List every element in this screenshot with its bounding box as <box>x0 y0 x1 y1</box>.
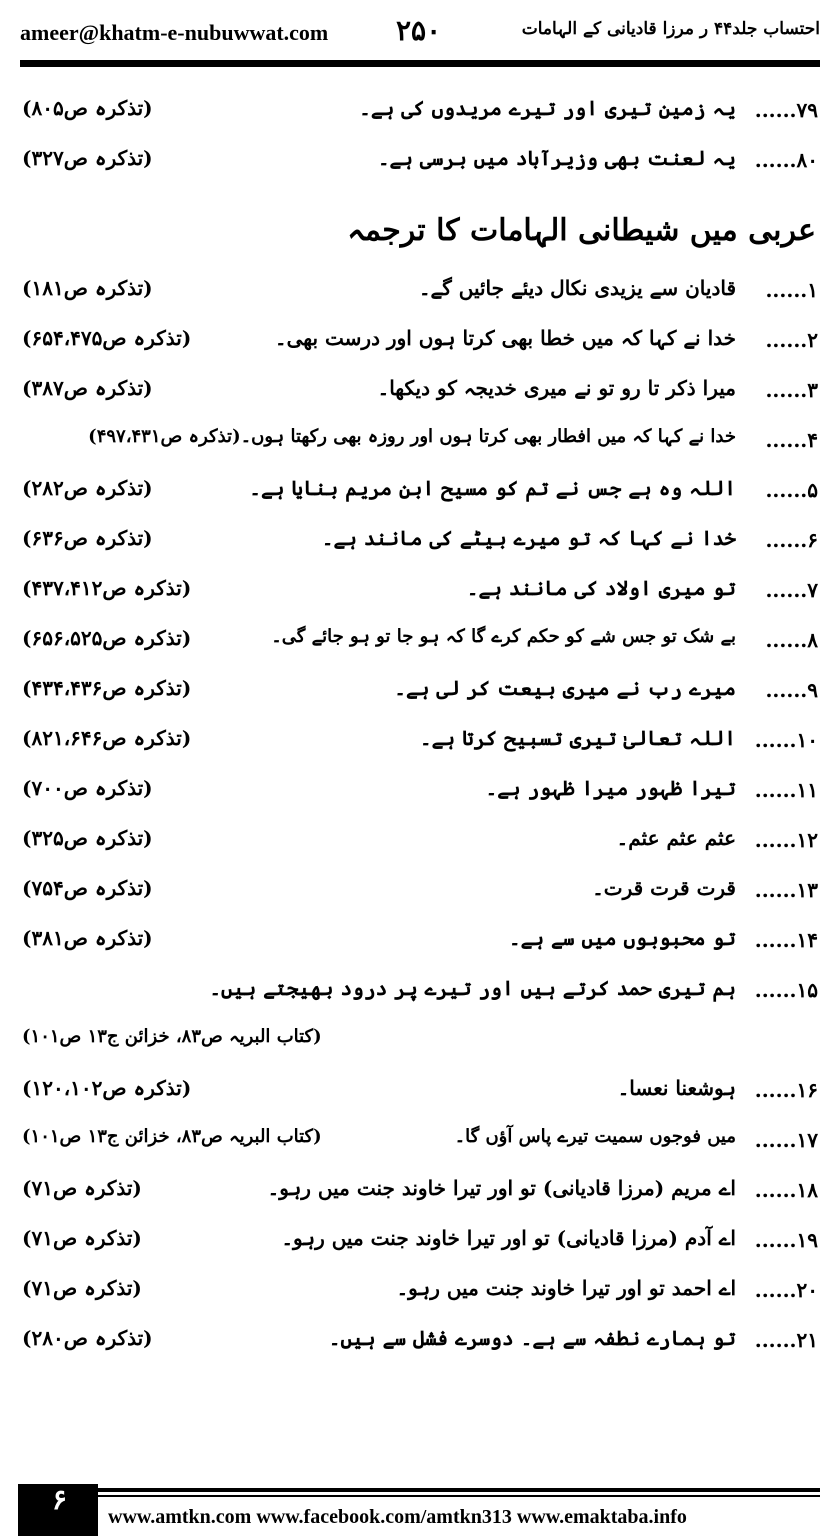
item-reference: (تذکرہ ص۳۲۷) <box>22 146 153 170</box>
item-text: خدا نے کہا کہ میں خطا بھی کرتا ہوں اور درست بھی۔ <box>274 326 736 350</box>
header-rule <box>20 60 820 67</box>
list-item <box>22 572 818 612</box>
item-reference: (تذکرہ ص۴۳۴،۴۳۶) <box>22 676 192 700</box>
item-reference: (تذکرہ ص۳۲۵) <box>22 826 153 850</box>
item-number: ۶...... <box>765 528 818 552</box>
list-item <box>22 142 818 182</box>
item-reference: (تذکرہ ص۸۰۵) <box>22 96 153 120</box>
list-item <box>22 872 818 912</box>
item-text: خدا نے کہا کہ تو میرے بیٹے کی مانند ہے۔ <box>321 526 736 550</box>
item-reference: (تذکرہ ص۷۰۰) <box>22 776 153 800</box>
list-item <box>22 772 818 812</box>
list-item <box>22 92 818 132</box>
list-item <box>22 672 818 712</box>
item-text: اے احمد تو اور تیرا خاوند جنت میں رہو۔ <box>396 1276 736 1300</box>
item-reference: (تذکرہ ص۳۸۷) <box>22 376 153 400</box>
item-text: تو میری اولاد کی مانند ہے۔ <box>466 576 736 600</box>
list-item <box>22 722 818 762</box>
item-text: یہ لعنت بھی وزیرآباد میں برسی ہے۔ <box>377 146 736 170</box>
item-number: ۱۳...... <box>754 878 818 902</box>
list-item <box>22 472 818 512</box>
list-item <box>22 522 818 562</box>
item-reference: (تذکرہ ص۲۸۰) <box>22 1326 153 1350</box>
list-item <box>22 622 818 662</box>
list-item <box>22 1322 818 1362</box>
item-reference: (تذکرہ ص۶۳۶) <box>22 526 153 550</box>
item-number: ۵...... <box>765 478 818 502</box>
item-number: ۱۶...... <box>754 1078 818 1102</box>
item-reference: (تذکرہ ص۷۱) <box>22 1176 142 1200</box>
item-reference: (تذکرہ ص۳۸۱) <box>22 926 153 950</box>
item-text: بے شک تو جس شے کو حکم کرے گا کہ ہو جا تو ہو جائے گی۔ <box>271 626 736 647</box>
item-number: ۱۵...... <box>754 978 818 1002</box>
item-reference: (تذکرہ ص۴۳۷،۴۱۲) <box>22 576 192 600</box>
list-item <box>22 1222 818 1262</box>
item-text: اے مریم (مرزا قادیانی) تو اور تیرا خاوند جنت میں رہو۔ <box>267 1176 736 1200</box>
item-number: ۷۹...... <box>754 98 818 122</box>
item-text: میرا ذکر تا رو تو نے میری خدیجہ کو دیکھا۔ <box>377 376 736 400</box>
item-number: ۱۴...... <box>754 928 818 952</box>
item-reference: (تذکرہ ص۷۵۴) <box>22 876 153 900</box>
item-number: ۴...... <box>765 428 818 452</box>
item-text: عثم عثم عثم۔ <box>616 826 736 850</box>
item-reference: (کتاب البریہ ص۸۳، خزائن ج۱۳ ص۱۰۱) <box>22 1126 322 1147</box>
item-number: ۸۰...... <box>754 148 818 172</box>
item-reference: (تذکرہ ص۶۵۴،۴۷۵) <box>22 326 192 350</box>
footer-rule-thin <box>18 1495 820 1497</box>
item-number: ۱۱...... <box>754 778 818 802</box>
list-item <box>22 1072 818 1112</box>
item-text: تو ہمارے نطفہ سے ہے۔ دوسرے فشل سے ہیں۔ <box>328 1326 736 1350</box>
item-number: ۲...... <box>765 328 818 352</box>
item-number: ۲۱...... <box>754 1328 818 1352</box>
item-text: قادیان سے یزیدی نکال دیئے جائیں گے۔ <box>418 276 736 300</box>
list-item-citation <box>22 1022 818 1062</box>
item-number: ۱۲...... <box>754 828 818 852</box>
item-reference: (تذکرہ ص۶۵۶،۵۲۵) <box>22 626 192 650</box>
running-head: احتساب جلد۴۴ ر مرزا قادیانی کے الہامات <box>521 19 820 39</box>
list-item <box>22 1272 818 1312</box>
item-text: ہم تیری حمد کرتے ہیں اور تیرے پر درود بھیجتے ہیں۔ <box>209 976 736 1000</box>
list-item <box>22 272 818 312</box>
item-text: اللہ وہ ہے جس نے تم کو مسیح ابن مریم بنایا ہے۔ <box>249 476 736 500</box>
list-item <box>22 322 818 362</box>
list-item <box>22 372 818 412</box>
item-text: یہ زمین تیری اور تیرے مریدوں کی ہے۔ <box>359 96 736 120</box>
item-reference: (تذکرہ ص۷۱) <box>22 1226 142 1250</box>
item-reference: (تذکرہ ص۱۸۱) <box>22 276 153 300</box>
list-item <box>22 1122 818 1162</box>
footer-rule <box>18 1488 820 1492</box>
list-item <box>22 822 818 862</box>
item-text: قرت قرت قرت۔ <box>592 876 736 900</box>
item-number: ۲۰...... <box>754 1278 818 1302</box>
item-text: خدا نے کہا کہ میں افطار بھی کرتا ہوں اور روزہ بھی رکھتا ہوں۔(تذکرہ ص۴۹۷،۴۳۱) <box>88 426 736 447</box>
item-text: اے آدم (مرزا قادیانی) تو اور تیرا خاوند جنت میں رہو۔ <box>281 1226 736 1250</box>
item-text: اللہ تعالیٰ تیری تسبیح کرتا ہے۔ <box>419 726 736 750</box>
footer-links[interactable]: www.amtkn.com www.facebook.com/amtkn313 www.emaktaba.info <box>108 1506 687 1528</box>
item-reference: (کتاب البریہ ص۸۳، خزائن ج۱۳ ص۱۰۱) <box>22 1026 322 1047</box>
item-reference: (تذکرہ ص۷۱) <box>22 1276 142 1300</box>
item-text: میں فوجوں سمیت تیرے پاس آؤں گا۔ <box>454 1126 736 1147</box>
footer-page-label: ۶ <box>52 1483 68 1516</box>
item-text: میرے رب نے میری بیعت کر لی ہے۔ <box>394 676 736 700</box>
header-email: ameer@khatm-e-nubuwwat.com <box>20 20 329 45</box>
item-number: ۱۹...... <box>754 1228 818 1252</box>
list-item <box>22 1172 818 1212</box>
list-item <box>22 922 818 962</box>
item-text: ہوشعنا نعسا۔ <box>617 1076 736 1100</box>
item-text: تو محبوبوں میں سے ہے۔ <box>508 926 736 950</box>
header-page-number: ۲۵۰ <box>396 14 442 47</box>
item-reference: (تذکرہ ص۸۲۱،۶۴۶) <box>22 726 192 750</box>
list-item <box>22 972 818 1012</box>
item-number: ۱...... <box>765 278 818 302</box>
item-number: ۱۷...... <box>754 1128 818 1152</box>
item-reference: (تذکرہ ص۲۸۲) <box>22 476 153 500</box>
item-reference: (تذکرہ ص۱۲۰،۱۰۲) <box>22 1076 192 1100</box>
item-number: ۹...... <box>765 678 818 702</box>
item-number: ۳...... <box>765 378 818 402</box>
item-number: ۱۸...... <box>754 1178 818 1202</box>
item-number: ۷...... <box>765 578 818 602</box>
item-text: تیرا ظہور میرا ظہور ہے۔ <box>485 776 736 800</box>
item-number: ۱۰...... <box>754 728 818 752</box>
item-number: ۸...... <box>765 628 818 652</box>
section-title: عربی میں شیطانی الہامات کا ترجمہ <box>347 213 816 248</box>
page-header <box>14 12 826 56</box>
list-item <box>22 422 818 462</box>
